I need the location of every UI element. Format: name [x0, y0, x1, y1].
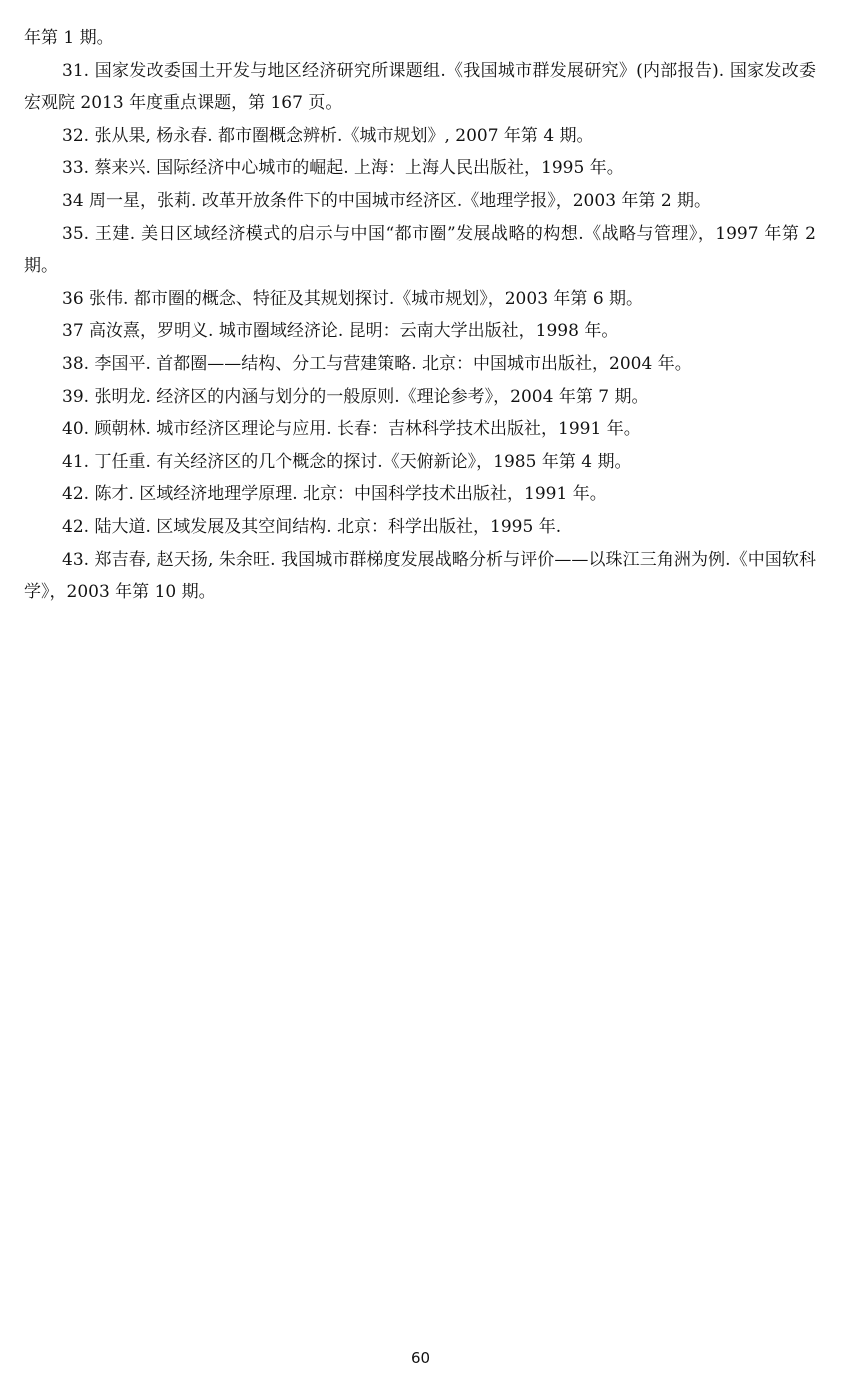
- reference-entry-38: 38. 李国平. 首都圈——结构、分工与营建策略. 北京：中国城市出版社，2004 年。: [62, 353, 692, 374]
- reference-entry-39: 39. 张明龙. 经济区的内涵与划分的一般原则.《理论参考》，2004 年第 7 期。: [62, 386, 649, 407]
- reference-entry-34: 34 周一星，张莉. 改革开放条件下的中国城市经济区.《地理学报》，2003 年第 2 期。: [62, 190, 712, 211]
- reference-entry-42b: 42. 陆大道. 区域发展及其空间结构. 北京：科学出版社，1995 年.: [62, 516, 562, 537]
- reference-entry-37: 37 高汝熹，罗明义. 城市圈域经济论. 昆明：云南大学出版社，1998 年。: [62, 321, 619, 342]
- reference-entry-40: 40. 顾朝林. 城市经济区理论与应用. 长春：吉林科学技术出版社，1991 年。: [62, 419, 641, 440]
- reference-entry-36: 36 张伟. 都市圈的概念、特征及其规划探讨.《城市规划》，2003 年第 6 期。: [62, 288, 644, 309]
- reference-list: [24, 22, 816, 609]
- reference-entry-41: 41. 丁任重. 有关经济区的几个概念的探讨.《天俯新论》，1985 年第 4 期。: [62, 451, 632, 472]
- reference-entry-43: 43. 郑吉春, 赵天扬, 朱余旺. 我国城市群梯度发展战略分析与评价——以珠江三角洲为例.《中国软科学》，2003 年第 10 期。: [24, 549, 816, 603]
- page-number: 60: [410, 1349, 431, 1367]
- reference-entry-35: 35. 王建. 美日区域经济模式的启示与中国“都市圈”发展战略的构想.《战略与管理》，1997 年第 2 期。: [24, 223, 816, 277]
- reference-continuation: 年第 1 期。: [24, 28, 114, 48]
- reference-entry-31: 31. 国家发改委国土开发与地区经济研究所课题组.《我国城市群发展研究》(内部报告). 国家发改委宏观院 2013 年度重点课题，第 167 页。: [24, 60, 816, 114]
- reference-entry-33: 33. 蔡来兴. 国际经济中心城市的崛起. 上海：上海人民出版社，1995 年。: [62, 158, 624, 179]
- reference-entry-32: 32. 张从果, 杨永春. 都市圈概念辨析.《城市规划》, 2007 年第 4 期。: [62, 125, 594, 146]
- reference-entry-42a: 42. 陈才. 区域经济地理学原理. 北京：中国科学技术出版社，1991 年。: [62, 484, 607, 505]
